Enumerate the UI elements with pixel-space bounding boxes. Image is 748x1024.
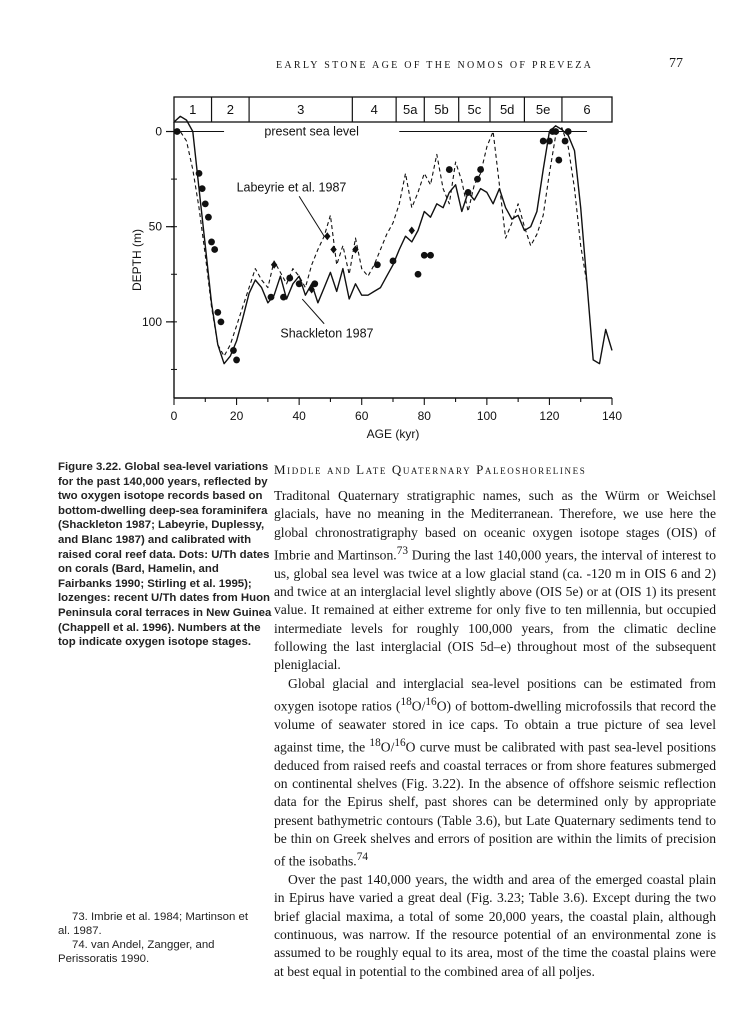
coral-dot [233, 357, 240, 364]
isotope-stage-bar [174, 97, 612, 122]
coral-dot [555, 157, 562, 164]
huon-lozenge [409, 226, 415, 234]
y-axis-label: DEPTH (m) [130, 229, 144, 291]
present-sea-level-label: present sea level [264, 124, 359, 139]
stage-label: 6 [583, 102, 591, 117]
labeyrie-leader [299, 196, 324, 236]
stage-label: 1 [189, 102, 197, 117]
stage-label: 5e [535, 102, 551, 117]
sea-level-chart [0, 0, 748, 450]
footnote-73: 73. Imbrie et al. 1984; Martinson et al. 1987. [58, 911, 249, 937]
coral-dot [205, 214, 212, 221]
series-group [174, 116, 612, 363]
stage-label: 5c [467, 102, 482, 117]
coral-dot [465, 189, 472, 196]
y-tick-label: 0 [155, 124, 162, 139]
stage-label: 4 [370, 102, 378, 117]
coral-dot [421, 252, 428, 259]
stage-label: 2 [226, 102, 234, 117]
coral-dot [540, 138, 547, 145]
stage-label: 5d [499, 102, 515, 117]
x-tick-label: 20 [229, 409, 244, 423]
paragraph-3: Over the past 140,000 years, the width and area of the emerged coastal plain in Epirus have varied a great deal (Fig. 3.23; Table 3.6). Except during the two brief glacial maxima, a total of some 20,000 years, the coastal plain, although continuous, was narrow. If the resource potential of an environmental zone is assumed to be roughly equal to its area, most of the time the coastal plains were at best equal in potential to the combined area of all poljes. [274, 872, 716, 979]
coral-dot [296, 280, 303, 287]
x-tick-label: 140 [601, 409, 623, 423]
chart-labels [177, 125, 587, 341]
coral-dot [199, 185, 206, 192]
x-axis-label: AGE (kyr) [366, 427, 420, 441]
shackleton-label: Shackleton 1987 [280, 326, 374, 341]
y-tick-label: 100 [141, 314, 162, 329]
section-title: Middle and Late Quaternary Paleoshorelines [274, 462, 587, 477]
coral-dot [546, 138, 553, 145]
coral-dot [286, 275, 293, 282]
coral-dot [477, 166, 484, 173]
paragraph-1: Traditonal Quaternary stratigraphic names, such as the Würm or Weichsel glacials, have no meaning in the Mediterranean. Therefore, we use here the global chronostratigraphy based on oceanic oxygen isotope stages (OIS) of Imbrie and Martinson.$^{73}$ During the last 140,000 years, the interval of interest to us, global sea level was twice at a low glacial stand (ca. -120 m in OIS 6 and 2) and twice at an interglacial level slightly above (OIS 5e) or at (OIS 1) its present value. It remained at either extreme for only five to ten millennia, but occupied intermediate levels for roughly 100,000 years, from the climatic decline following the last interglacial (OIS 5d–e) throughout most of the subsequent pleniglacial. [274, 488, 716, 673]
coral-dot [374, 261, 381, 268]
x-tick-label: 100 [476, 409, 497, 423]
coral-dot [268, 294, 275, 301]
labeyrie-label: Labeyrie et al. 1987 [236, 180, 347, 195]
coral-dot [390, 258, 397, 265]
coral-dot [214, 309, 221, 316]
footnote-ref-73[interactable]: 73 [396, 544, 409, 557]
x-tick-label: 120 [539, 409, 560, 423]
stage-label: 5a [402, 102, 418, 117]
shackleton-curve [174, 116, 612, 363]
x-tick-label: 80 [417, 409, 431, 423]
coral-dot [474, 176, 481, 183]
page-number: 77 [669, 56, 683, 71]
coral-dot [427, 252, 434, 259]
huon-lozenge [271, 261, 277, 269]
coral-dot [415, 271, 422, 278]
body-text [274, 487, 716, 981]
y-tick-label: 50 [148, 219, 162, 234]
coral-dot [230, 347, 237, 354]
coral-dot [202, 200, 209, 207]
shackleton-leader [302, 299, 324, 324]
running-header: EARLY STONE AGE OF THE NOMOS OF PREVEZA [276, 60, 594, 71]
huon-lozenge [324, 232, 330, 240]
coral-dot [218, 318, 225, 325]
coral-dot [211, 246, 218, 253]
footnote-ref-74[interactable]: 74 [356, 851, 369, 864]
x-tick-label: 60 [355, 409, 369, 423]
figure-caption: Figure 3.22. Global sea-level variations for the past 140,000 years, reflected by two oxygen isotope records based on bottom-dwelling deep-sea foraminifera (Shackleton 1987; Labeyrie, Duplessy, and Blanc 1987) and calibrated with raised coral reef data. Dots: U/Th dates on corals (Bard, Hamelin, and Fairbanks 1990; Stirling et al. 1995); lozenges: recent U/Th dates from Huon Peninsula coral terraces in New Guinea (Chappell et al. 1996). Numbers at the top indicate oxygen isotope stages. [58, 461, 272, 649]
coral-dot [562, 138, 569, 145]
x-tick-label: 0 [170, 409, 178, 423]
coral-dot [446, 166, 453, 173]
coral-dot [208, 239, 215, 246]
x-tick-label: 40 [292, 409, 306, 423]
paragraph-2: Global glacial and interglacial sea-level positions can be estimated from oxygen isotope ratios ($^{18}$O/$^{16}$O) of bottom-dwelling microfossils that record the volume of seawater stored in ice caps. To obtain a true picture of sea level against time, the $^{18}$O/$^{16}$O curve must be calibrated with past sea-level positions deduced from raised reefs and coastal terraces or from shore features submerged on continental shelves (Fig. 3.22). In the absence of offshore seismic reflection data for the Epirus shelf, past shores can be determined only by appropriate present bathymetric contours (Table 3.6), but Late Quaternary sediments tend to be thin on Greek shelves and errors of position are within the limits of precision of the isobaths.$^{74}$ [274, 675, 716, 869]
coral-dot [280, 294, 287, 301]
y-axis [130, 125, 177, 370]
footnote-74: 74. van Andel, Zangger, and Perissoratis 1990. [58, 939, 215, 965]
huon-lozenge [330, 246, 336, 254]
footnotes [58, 910, 258, 966]
coral-dot [311, 280, 318, 287]
stage-label: 3 [297, 102, 305, 117]
stage-label: 5b [434, 102, 449, 117]
x-axis [171, 398, 623, 441]
labeyrie-curve [174, 128, 587, 356]
coral-dot [196, 170, 203, 177]
